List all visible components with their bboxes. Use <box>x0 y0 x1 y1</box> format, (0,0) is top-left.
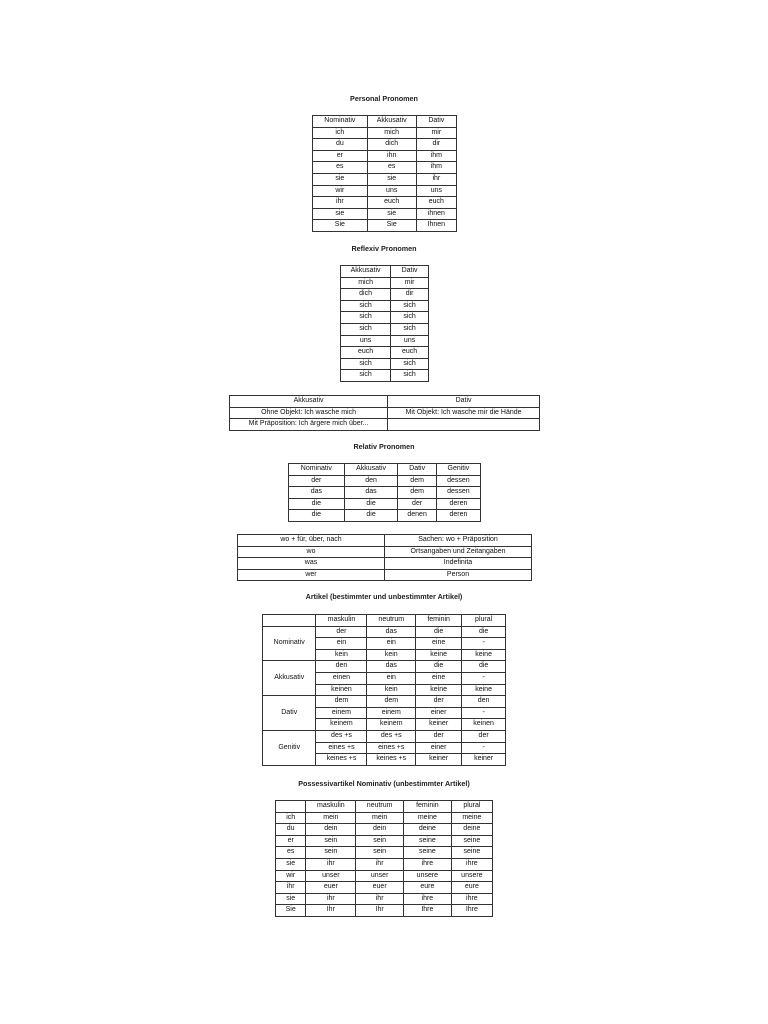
personal-cell: es <box>367 162 416 174</box>
personal-cell: Sie <box>367 220 416 232</box>
personal-cell: euch <box>367 197 416 209</box>
personal-cell: Ihnen <box>416 220 456 232</box>
personal-cell: euch <box>416 197 456 209</box>
artikel-header-cell: plural <box>462 615 506 627</box>
possessiv-cell: es <box>276 847 306 859</box>
artikel-cell: keine <box>416 684 462 696</box>
artikel-cell: keines +s <box>316 754 367 766</box>
possessiv-cell: unsere <box>404 870 452 882</box>
artikel-cell: - <box>462 638 506 650</box>
possessiv-header-cell: plural <box>451 801 492 813</box>
artikel-cell: den <box>462 696 506 708</box>
artikel-title: Artikel (bestimmter und unbestimmter Artikel) <box>305 592 463 601</box>
possessiv-cell: unsere <box>451 870 492 882</box>
possessiv-header-cell: neutrum <box>356 801 404 813</box>
reflexiv-cell: sich <box>341 312 391 324</box>
possessiv-cell: mein <box>306 812 356 824</box>
reflexiv-table <box>340 265 429 382</box>
artikel-cell: keiner <box>462 754 506 766</box>
possessiv-cell: Ihr <box>306 905 356 917</box>
reflexiv-cell: sich <box>391 300 429 312</box>
reflexiv-header-cell: Akkusativ <box>341 266 391 278</box>
artikel-cell: ein <box>367 638 416 650</box>
reflexiv-cell: mich <box>341 277 391 289</box>
table-row <box>263 696 506 708</box>
table-row <box>341 323 429 335</box>
table-row <box>276 893 493 905</box>
table-row <box>238 535 532 547</box>
possessiv-cell: du <box>276 824 306 836</box>
relativ-cell: die <box>289 498 345 510</box>
table-row <box>341 370 429 382</box>
artikel-cell: keiner <box>416 754 462 766</box>
possessiv-header-cell: feminin <box>404 801 452 813</box>
possessiv-cell: ihre <box>404 858 452 870</box>
possessiv-cell: Ihre <box>404 905 452 917</box>
possessiv-header-cell <box>276 801 306 813</box>
possessiv-cell: wir <box>276 870 306 882</box>
reflexiv-cell: dir <box>391 289 429 301</box>
possessiv-cell: sein <box>356 835 404 847</box>
possessiv-cell: deine <box>451 824 492 836</box>
personal-cell: ihr <box>416 173 456 185</box>
possessiv-cell: ihr <box>276 882 306 894</box>
table-row <box>313 150 457 162</box>
artikel-header-cell: neutrum <box>367 615 416 627</box>
usage-cell: Dativ <box>388 396 540 408</box>
relativ-header-cell: Akkusativ <box>344 464 398 476</box>
artikel-cell: dem <box>316 696 367 708</box>
possessiv-cell: eure <box>451 882 492 894</box>
wo-cell: wo + für, über, nach <box>238 535 385 547</box>
table-row <box>341 300 429 312</box>
possessiv-cell: ihre <box>451 893 492 905</box>
artikel-cell: einer <box>416 707 462 719</box>
wo-cell: Ortsangaben und Zeitangaben <box>385 546 532 558</box>
usage-cell: Mit Objekt: Ich wasche mir die Hände <box>388 407 540 419</box>
table-row <box>313 173 457 185</box>
artikel-cell: kein <box>316 649 367 661</box>
table-row <box>263 626 506 638</box>
artikel-cell: keinem <box>367 719 416 731</box>
personal-cell: ihnen <box>416 208 456 220</box>
personal-header-cell: Dativ <box>416 116 456 128</box>
table-row <box>230 419 540 431</box>
usage-cell: Ohne Objekt: Ich wasche mich <box>230 407 388 419</box>
possessiv-cell: seine <box>451 847 492 859</box>
artikel-cell: einem <box>316 707 367 719</box>
personal-cell: mich <box>367 127 416 139</box>
possessiv-cell: er <box>276 835 306 847</box>
possessiv-cell: Ihre <box>451 905 492 917</box>
reflexiv-cell: sich <box>341 370 391 382</box>
artikel-cell: eines +s <box>367 742 416 754</box>
reflexiv-cell: euch <box>341 347 391 359</box>
relativ-table-wrap <box>288 463 481 522</box>
artikel-cell: keinen <box>462 719 506 731</box>
personal-cell: sie <box>313 173 368 185</box>
artikel-cell: die <box>462 626 506 638</box>
possessiv-cell: unser <box>356 870 404 882</box>
personal-title: Personal Pronomen <box>350 94 418 103</box>
table-row <box>313 220 457 232</box>
table-row <box>238 546 532 558</box>
relativ-cell: deren <box>436 498 480 510</box>
artikel-cell: dem <box>367 696 416 708</box>
artikel-cell: keine <box>416 649 462 661</box>
artikel-table <box>262 614 506 766</box>
artikel-cell: keinen <box>316 684 367 696</box>
possessiv-cell: meine <box>404 812 452 824</box>
possessiv-cell: seine <box>404 835 452 847</box>
usage-cell <box>388 419 540 431</box>
personal-cell: Sie <box>313 220 368 232</box>
possessiv-cell: Ihr <box>356 905 404 917</box>
reflexiv-cell: sich <box>391 358 429 370</box>
artikel-cell: eine <box>416 638 462 650</box>
artikel-cell: die <box>462 661 506 673</box>
possessiv-cell: dein <box>356 824 404 836</box>
table-row <box>276 835 493 847</box>
reflexiv-cell: sich <box>341 300 391 312</box>
reflexiv-header-cell: Dativ <box>391 266 429 278</box>
table-row <box>289 498 481 510</box>
possessiv-cell: ihr <box>306 858 356 870</box>
possessiv-cell: ihre <box>451 858 492 870</box>
reflexiv-cell: sich <box>391 370 429 382</box>
personal-cell: ihm <box>416 150 456 162</box>
possessiv-cell: seine <box>451 835 492 847</box>
table-row <box>313 208 457 220</box>
possessiv-cell: ihr <box>306 893 356 905</box>
reflexiv-table-wrap <box>340 265 429 382</box>
possessiv-cell: ich <box>276 812 306 824</box>
personal-table <box>312 115 457 232</box>
artikel-header-cell: maskulin <box>316 615 367 627</box>
personal-cell: ihm <box>416 162 456 174</box>
reflexiv-cell: dich <box>341 289 391 301</box>
artikel-cell: der <box>462 730 506 742</box>
personal-cell: uns <box>416 185 456 197</box>
possessiv-header-cell: maskulin <box>306 801 356 813</box>
artikel-cell: der <box>316 626 367 638</box>
artikel-cell: eines +s <box>316 742 367 754</box>
possessiv-cell: euer <box>356 882 404 894</box>
artikel-case-label: Akkusativ <box>263 661 316 696</box>
table-row <box>276 812 493 824</box>
table-row <box>341 312 429 324</box>
usage-cell: Mit Präposition: Ich ärgere mich über... <box>230 419 388 431</box>
artikel-cell: keines +s <box>367 754 416 766</box>
artikel-cell: einer <box>416 742 462 754</box>
table-row <box>341 289 429 301</box>
table-row <box>276 882 493 894</box>
relativ-cell: den <box>344 475 398 487</box>
artikel-cell: keiner <box>416 719 462 731</box>
table-row <box>341 347 429 359</box>
artikel-cell: der <box>416 730 462 742</box>
table-row <box>276 824 493 836</box>
possessiv-cell: euer <box>306 882 356 894</box>
artikel-cell: ein <box>367 672 416 684</box>
table-row <box>238 558 532 570</box>
artikel-cell: des +s <box>316 730 367 742</box>
possessiv-cell: Sie <box>276 905 306 917</box>
relativ-cell: die <box>344 498 398 510</box>
relativ-header-cell: Genitiv <box>436 464 480 476</box>
artikel-cell: - <box>462 707 506 719</box>
personal-table-wrap <box>312 115 457 232</box>
relativ-cell: dem <box>398 475 436 487</box>
relativ-cell: die <box>289 510 345 522</box>
relativ-cell: dem <box>398 487 436 499</box>
relativ-table <box>288 463 481 522</box>
personal-cell: uns <box>367 185 416 197</box>
artikel-cell: keine <box>462 684 506 696</box>
possessiv-cell: sie <box>276 858 306 870</box>
table-row <box>276 905 493 917</box>
personal-cell: er <box>313 150 368 162</box>
relativ-cell: deren <box>436 510 480 522</box>
wo-cell: was <box>238 558 385 570</box>
wo-cell: Person <box>385 569 532 581</box>
table-row <box>289 487 481 499</box>
table-row <box>341 277 429 289</box>
table-row <box>289 510 481 522</box>
table-row <box>313 185 457 197</box>
table-row <box>263 730 506 742</box>
possessiv-cell: ihre <box>404 893 452 905</box>
personal-cell: du <box>313 139 368 151</box>
personal-cell: ich <box>313 127 368 139</box>
relativ-header-cell: Nominativ <box>289 464 345 476</box>
possessiv-cell: deine <box>404 824 452 836</box>
possessiv-cell: mein <box>356 812 404 824</box>
relativ-cell: das <box>289 487 345 499</box>
personal-cell: sie <box>313 208 368 220</box>
relativ-cell: das <box>344 487 398 499</box>
artikel-cell: - <box>462 742 506 754</box>
relativ-cell: der <box>398 498 436 510</box>
table-row <box>276 870 493 882</box>
usage-cell: Akkusativ <box>230 396 388 408</box>
usage-table <box>229 395 540 431</box>
reflexiv-title: Reflexiv Pronomen <box>351 244 417 253</box>
artikel-cell: das <box>367 626 416 638</box>
table-row <box>230 396 540 408</box>
table-row <box>263 661 506 673</box>
wo-cell: wer <box>238 569 385 581</box>
relativ-header-cell: Dativ <box>398 464 436 476</box>
relativ-cell: denen <box>398 510 436 522</box>
artikel-case-label: Dativ <box>263 696 316 731</box>
artikel-cell: keinem <box>316 719 367 731</box>
personal-cell: mir <box>416 127 456 139</box>
relativ-cell: dessen <box>436 475 480 487</box>
artikel-cell: die <box>416 661 462 673</box>
relativ-title: Relativ Pronomen <box>353 442 415 451</box>
artikel-cell: einen <box>316 672 367 684</box>
possessiv-cell: dein <box>306 824 356 836</box>
artikel-cell: keine <box>462 649 506 661</box>
personal-cell: wir <box>313 185 368 197</box>
possessiv-cell: unser <box>306 870 356 882</box>
reflexiv-cell: euch <box>391 347 429 359</box>
relativ-cell: dessen <box>436 487 480 499</box>
personal-cell: es <box>313 162 368 174</box>
artikel-case-label: Nominativ <box>263 626 316 661</box>
artikel-cell: eine <box>416 672 462 684</box>
wo-table-wrap <box>237 534 532 581</box>
table-row <box>230 407 540 419</box>
artikel-cell: der <box>416 696 462 708</box>
usage-table-wrap <box>229 395 540 431</box>
possessiv-cell: sein <box>306 847 356 859</box>
artikel-cell: ein <box>316 638 367 650</box>
wo-cell: Sachen: wo + Präposition <box>385 535 532 547</box>
possessiv-cell: ihr <box>356 893 404 905</box>
artikel-cell: kein <box>367 649 416 661</box>
table-row <box>313 162 457 174</box>
reflexiv-cell: sich <box>341 358 391 370</box>
artikel-header-cell <box>263 615 316 627</box>
personal-cell: dich <box>367 139 416 151</box>
personal-header-cell: Nominativ <box>313 116 368 128</box>
personal-cell: sie <box>367 173 416 185</box>
artikel-cell: kein <box>367 684 416 696</box>
possessiv-cell: eure <box>404 882 452 894</box>
table-row <box>238 569 532 581</box>
reflexiv-cell: sich <box>391 312 429 324</box>
table-row <box>276 858 493 870</box>
possessiv-table <box>275 800 493 917</box>
table-row <box>289 475 481 487</box>
wo-cell: Indefinita <box>385 558 532 570</box>
reflexiv-cell: sich <box>391 323 429 335</box>
artikel-header-cell: feminin <box>416 615 462 627</box>
possessiv-cell: meine <box>451 812 492 824</box>
personal-cell: dir <box>416 139 456 151</box>
artikel-cell: das <box>367 661 416 673</box>
possessiv-cell: seine <box>404 847 452 859</box>
personal-cell: ihn <box>367 150 416 162</box>
possessiv-cell: ihr <box>356 858 404 870</box>
table-row <box>313 197 457 209</box>
reflexiv-cell: sich <box>341 323 391 335</box>
artikel-cell: - <box>462 672 506 684</box>
artikel-cell: die <box>416 626 462 638</box>
artikel-cell: den <box>316 661 367 673</box>
reflexiv-cell: uns <box>391 335 429 347</box>
relativ-cell: die <box>344 510 398 522</box>
possessiv-cell: sein <box>306 835 356 847</box>
table-row <box>341 358 429 370</box>
wo-cell: wo <box>238 546 385 558</box>
table-row <box>276 847 493 859</box>
artikel-case-label: Genitiv <box>263 730 316 765</box>
artikel-cell: des +s <box>367 730 416 742</box>
wo-table <box>237 534 532 581</box>
table-row <box>313 127 457 139</box>
possessiv-cell: sie <box>276 893 306 905</box>
reflexiv-cell: mir <box>391 277 429 289</box>
table-row <box>313 139 457 151</box>
personal-cell: ihr <box>313 197 368 209</box>
possessiv-table-wrap <box>275 800 493 917</box>
possessiv-title: Possessivartikel Nominativ (unbestimmter Artikel) <box>298 779 470 788</box>
reflexiv-cell: uns <box>341 335 391 347</box>
personal-cell: sie <box>367 208 416 220</box>
possessiv-cell: sein <box>356 847 404 859</box>
personal-header-cell: Akkusativ <box>367 116 416 128</box>
table-row <box>341 335 429 347</box>
relativ-cell: der <box>289 475 345 487</box>
artikel-cell: einem <box>367 707 416 719</box>
artikel-table-wrap <box>262 614 506 766</box>
